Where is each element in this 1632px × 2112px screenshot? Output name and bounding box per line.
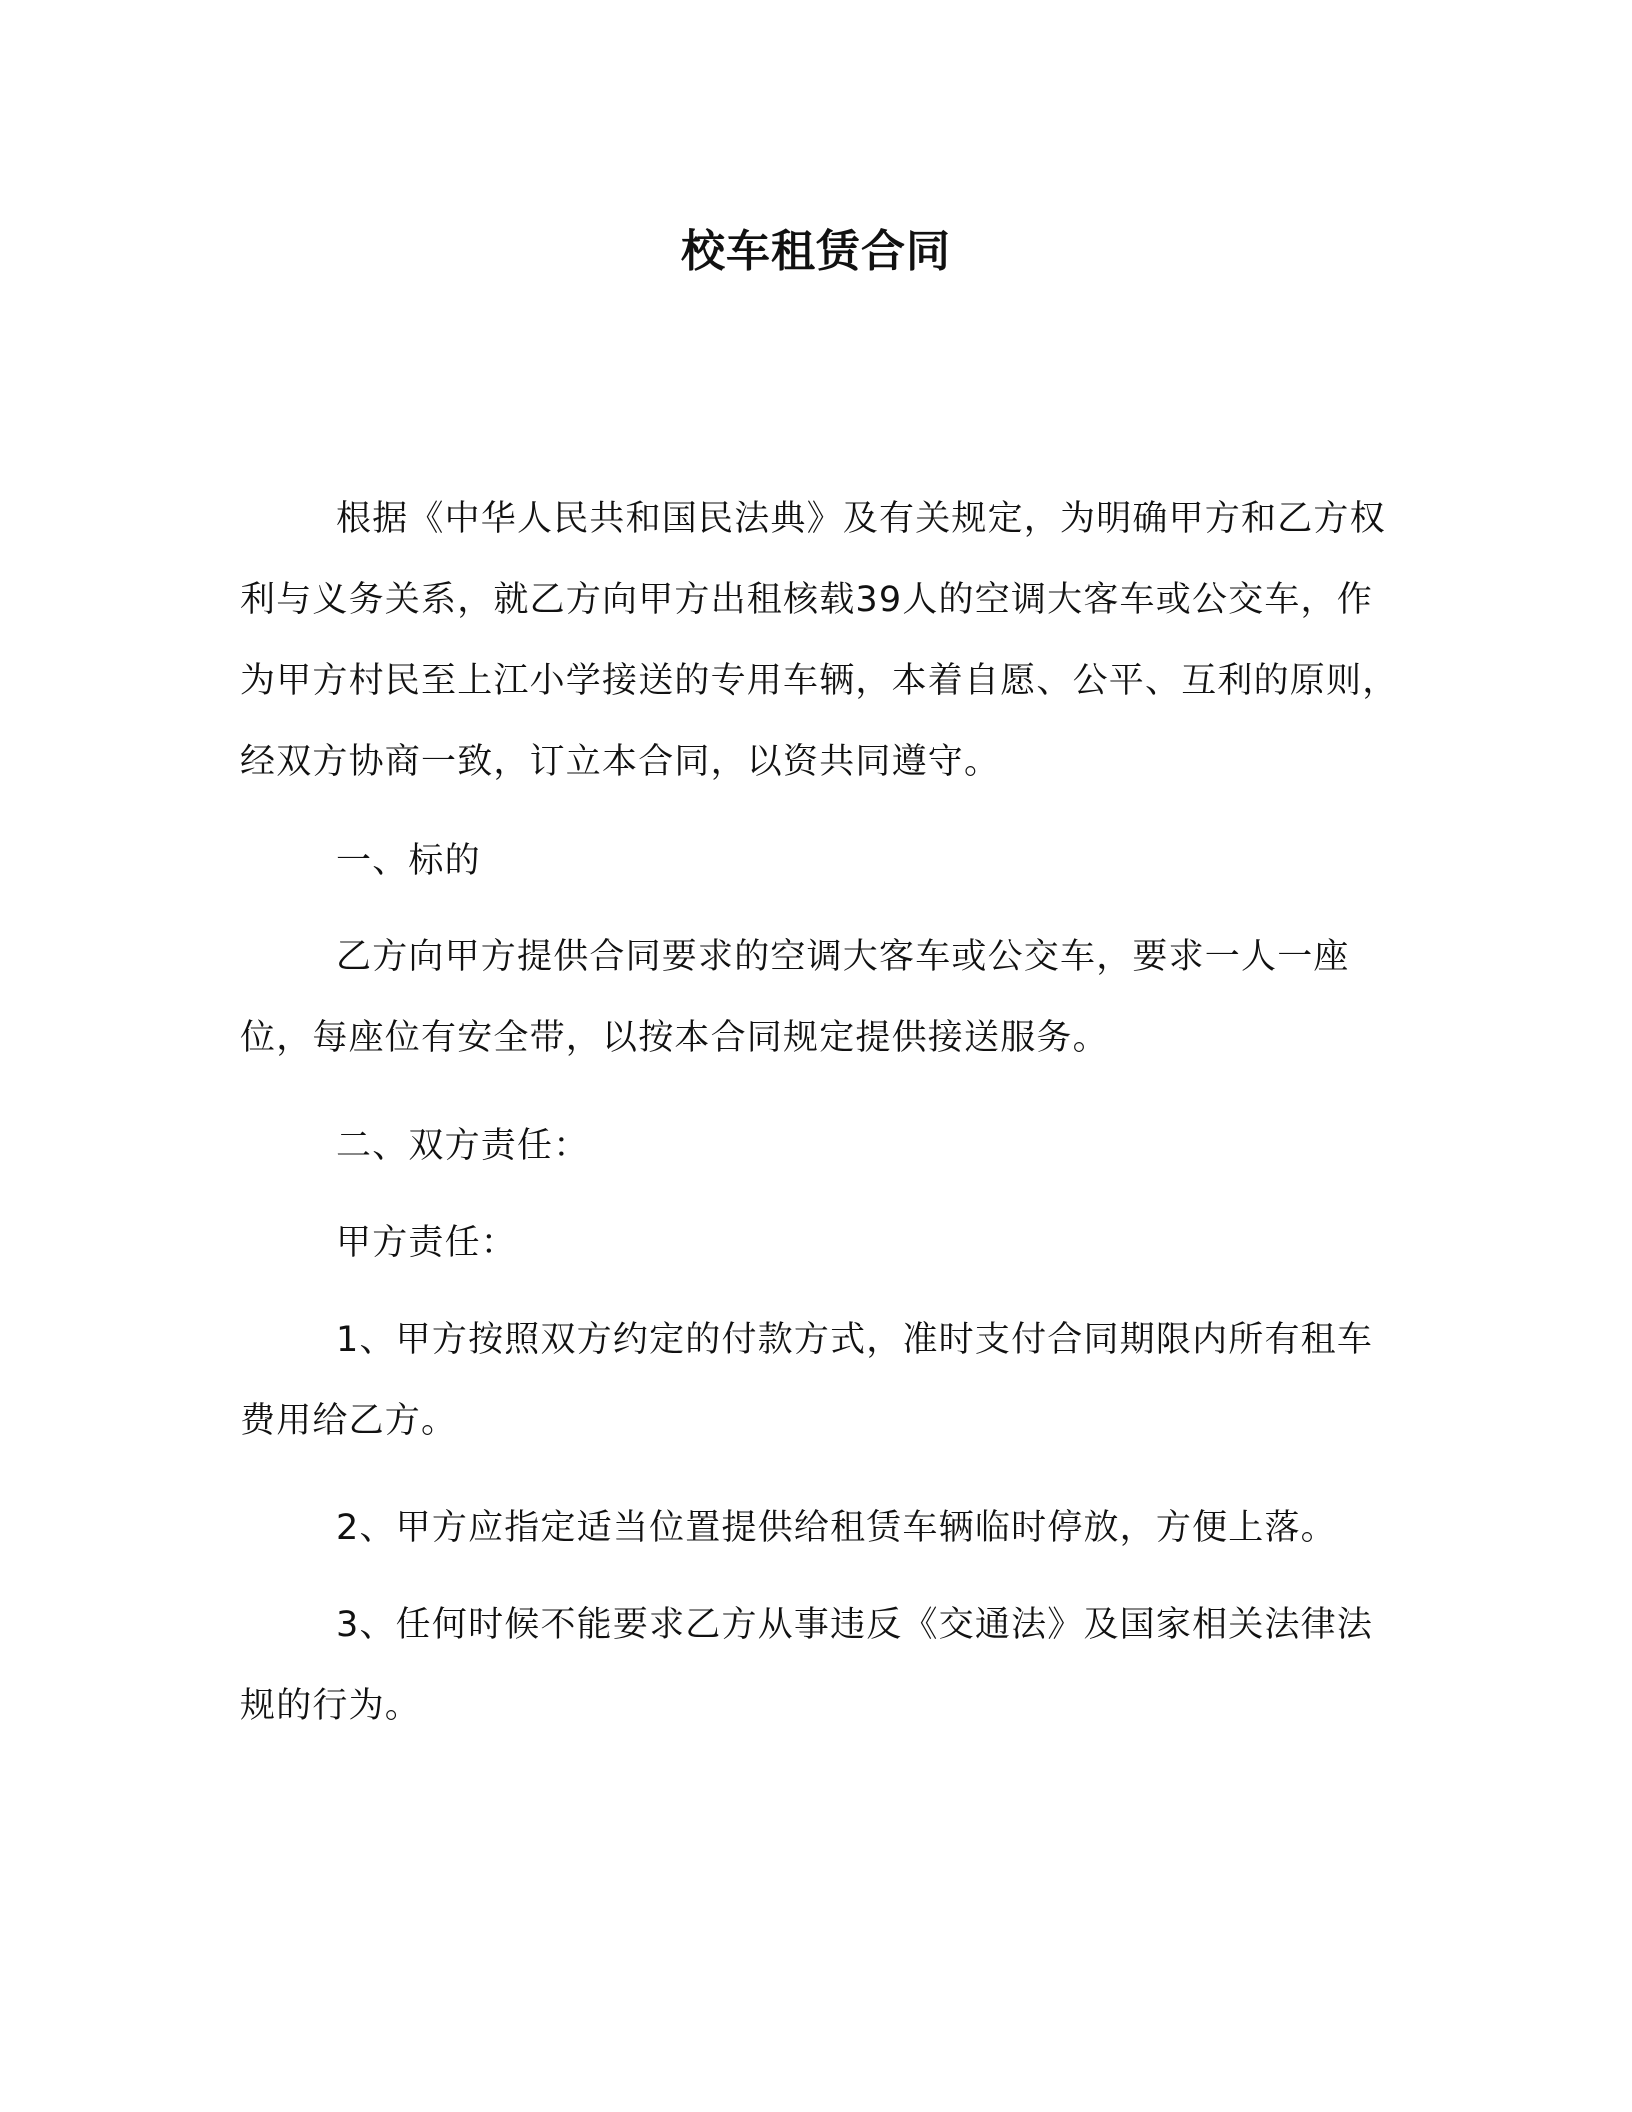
party-a-item-1: 1、甲方按照双方约定的付款方式，准时支付合同期限内所有租车费用给乙方。 [240, 1320, 1374, 1441]
intro-paragraph: 根据《中华人民共和国民法典》及有关规定，为明确甲方和乙方权利与义务关系，就乙方向甲方出租核载39人的空调大客车或公交车，作为甲方村民至上江小学接送的专用车辆，本着自愿、公平、互利的原则，经双方协商一致，订立本合同，以资共同遵守。 [240, 499, 1399, 782]
section-heading-subject: 一、标的 [336, 841, 481, 881]
party-a-item-2: 2、甲方应指定适当位置提供给租赁车辆临时停放，方便上落。 [336, 1508, 1337, 1548]
party-a-item-3: 3、任何时候不能要求乙方从事违反《交通法》及国家相关法律法规的行为。 [240, 1605, 1374, 1726]
section-heading-responsibilities: 二、双方责任： [336, 1126, 590, 1166]
document-title: 校车租赁合同 [681, 226, 951, 277]
party-a-heading: 甲方责任： [336, 1223, 518, 1263]
subject-paragraph: 乙方向甲方提供合同要求的空调大客车或公交车，要求一人一座位，每座位有安全带，以按本合同规定提供接送服务。 [240, 937, 1350, 1058]
